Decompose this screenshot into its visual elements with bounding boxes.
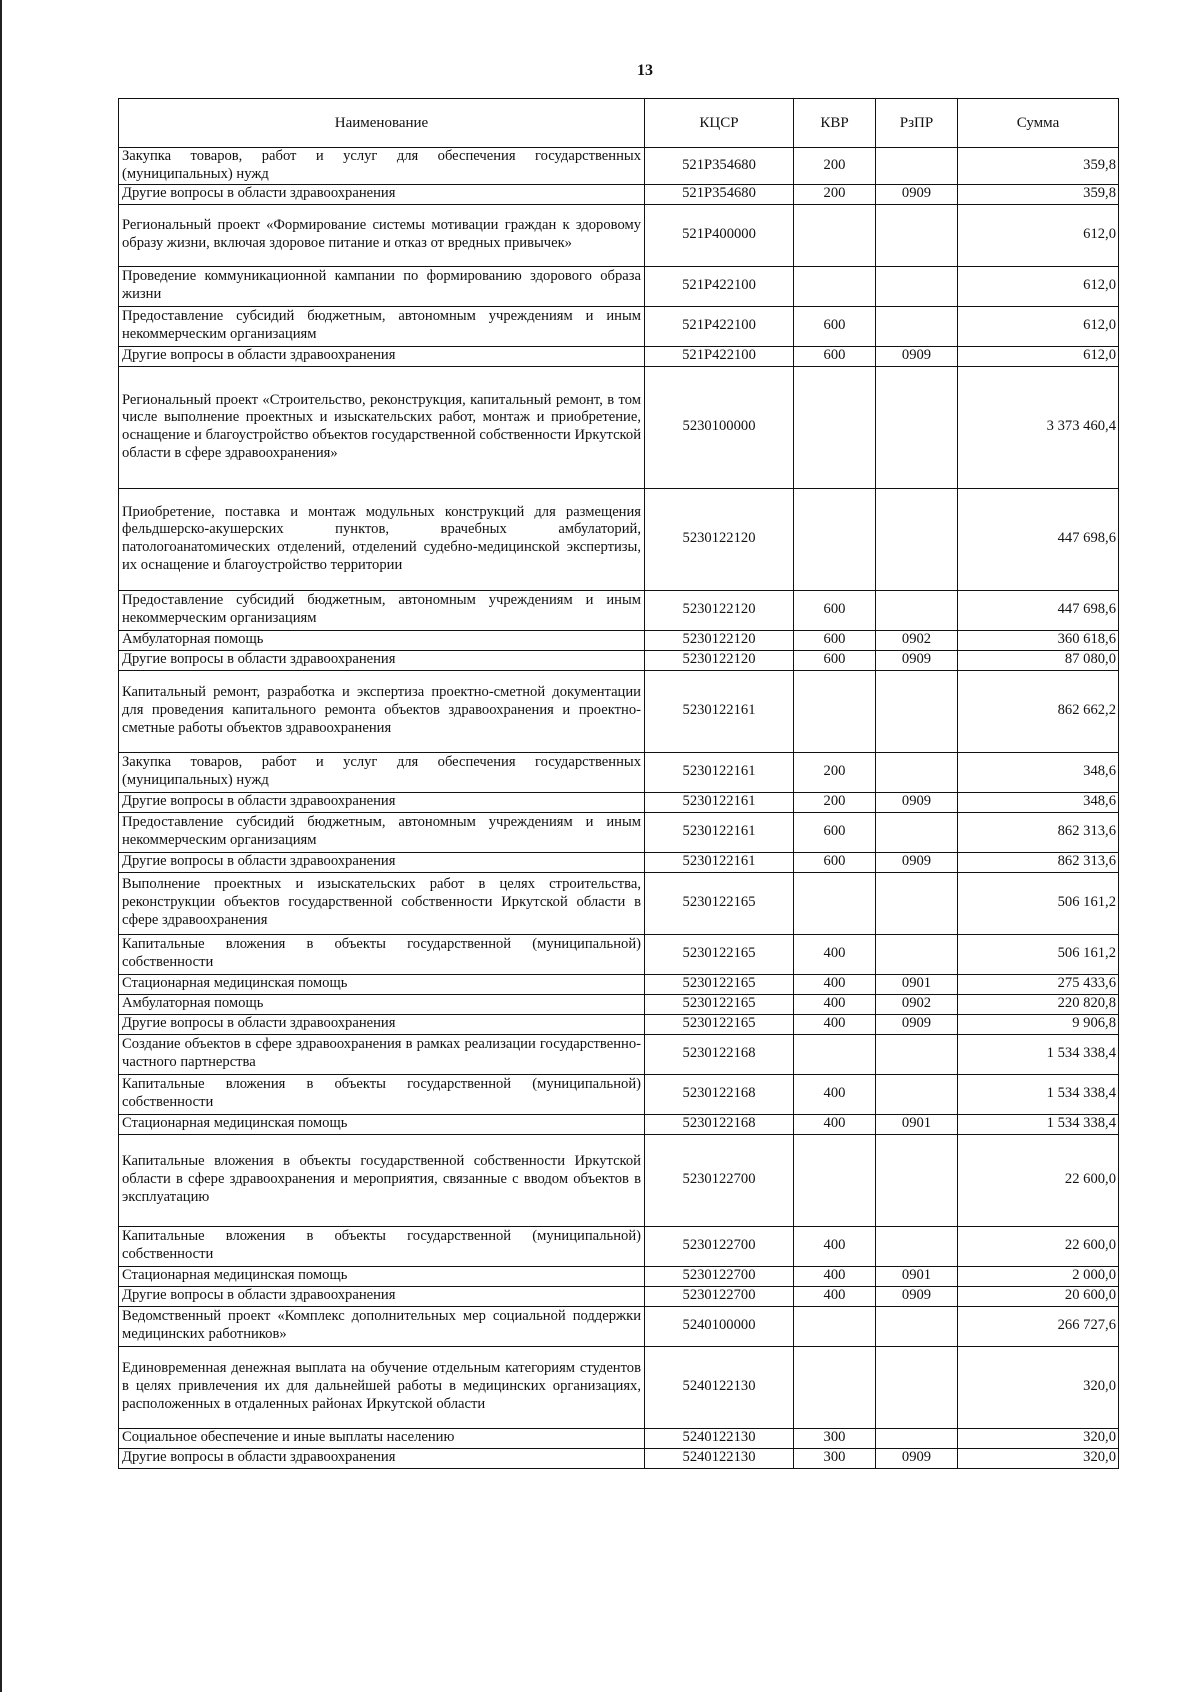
table-row (119, 366, 1119, 488)
cell-kvr: 400 (794, 934, 876, 974)
cell-kvr: 600 (794, 590, 876, 630)
cell-kcsr: 5230122165 (645, 934, 794, 974)
table-row (119, 1286, 1119, 1306)
cell-kcsr: 5230122161 (645, 812, 794, 852)
cell-name: Выполнение проектных и изыскательских работ в целях строительства, реконструкции объектов государственной собственности Иркутской области в сфере здравоохранения (119, 872, 645, 934)
cell-sum: 22 600,0 (958, 1134, 1119, 1226)
cell-kcsr: 5230122161 (645, 852, 794, 872)
cell-kcsr: 5230122168 (645, 1034, 794, 1074)
cell-sum: 1 534 338,4 (958, 1074, 1119, 1114)
table-row (119, 994, 1119, 1014)
cell-name: Региональный проект «Формирование системы мотивации граждан к здоровому образу жизни, включая здоровое питание и отказ от вредных привычек» (119, 204, 645, 266)
cell-kvr: 600 (794, 852, 876, 872)
cell-rzpr: 0902 (876, 994, 958, 1014)
cell-sum: 359,8 (958, 184, 1119, 204)
cell-name: Другие вопросы в области здравоохранения (119, 792, 645, 812)
cell-kvr: 400 (794, 1014, 876, 1034)
cell-kvr: 600 (794, 306, 876, 346)
table-row (119, 204, 1119, 266)
cell-kvr: 600 (794, 346, 876, 366)
table-row (119, 670, 1119, 752)
cell-name: Капитальные вложения в объекты государственной (муниципальной) собственности (119, 1074, 645, 1114)
cell-rzpr: 0909 (876, 792, 958, 812)
cell-kcsr: 5230100000 (645, 366, 794, 488)
cell-rzpr (876, 1428, 958, 1448)
cell-sum: 506 161,2 (958, 872, 1119, 934)
cell-name: Другие вопросы в области здравоохранения (119, 1448, 645, 1468)
cell-rzpr (876, 590, 958, 630)
cell-kvr: 600 (794, 650, 876, 670)
cell-sum: 612,0 (958, 266, 1119, 306)
table-row (119, 488, 1119, 590)
cell-kvr (794, 488, 876, 590)
cell-kvr (794, 1306, 876, 1346)
cell-name: Предоставление субсидий бюджетным, автономным учреждениям и иным некоммерческим организациям (119, 812, 645, 852)
cell-rzpr: 0909 (876, 1014, 958, 1034)
cell-sum: 3 373 460,4 (958, 366, 1119, 488)
cell-sum: 359,8 (958, 148, 1119, 185)
cell-kvr: 300 (794, 1428, 876, 1448)
cell-kcsr: 5230122120 (645, 590, 794, 630)
cell-kcsr: 5230122168 (645, 1114, 794, 1134)
cell-rzpr (876, 872, 958, 934)
cell-kcsr: 5230122165 (645, 1014, 794, 1034)
cell-sum: 612,0 (958, 306, 1119, 346)
cell-rzpr (876, 306, 958, 346)
table-row (119, 812, 1119, 852)
cell-name: Предоставление субсидий бюджетным, автономным учреждениям и иным некоммерческим организациям (119, 590, 645, 630)
cell-sum: 2 000,0 (958, 1266, 1119, 1286)
cell-sum: 612,0 (958, 204, 1119, 266)
table-row (119, 630, 1119, 650)
cell-kcsr: 521P422100 (645, 346, 794, 366)
cell-rzpr (876, 148, 958, 185)
table-row (119, 184, 1119, 204)
table-row (119, 1014, 1119, 1034)
cell-name: Другие вопросы в области здравоохранения (119, 650, 645, 670)
cell-name: Капитальный ремонт, разработка и экспертиза проектно-сметной документации для проведения капитального ремонта объектов здравоохранения и проектно-сметные работы объектов здравоохранения (119, 670, 645, 752)
cell-kvr (794, 266, 876, 306)
cell-rzpr (876, 204, 958, 266)
cell-name: Другие вопросы в области здравоохранения (119, 184, 645, 204)
cell-name: Другие вопросы в области здравоохранения (119, 852, 645, 872)
cell-name: Другие вопросы в области здравоохранения (119, 1014, 645, 1034)
cell-kvr: 400 (794, 974, 876, 994)
cell-kvr (794, 1346, 876, 1428)
table-body (119, 148, 1119, 1469)
table-row (119, 1266, 1119, 1286)
cell-rzpr: 0909 (876, 346, 958, 366)
cell-name: Другие вопросы в области здравоохранения (119, 1286, 645, 1306)
cell-kvr: 200 (794, 752, 876, 792)
cell-rzpr (876, 366, 958, 488)
cell-kvr: 400 (794, 994, 876, 1014)
cell-kvr: 600 (794, 812, 876, 852)
cell-kvr (794, 366, 876, 488)
cell-name: Приобретение, поставка и монтаж модульных конструкций для размещения фельдшерско-акушерских пунктов, врачебных амбулаторий, патологоанатомических отделений, отделений судебно-медицинской экспертизы, их оснащение и благоустройство территории (119, 488, 645, 590)
cell-kvr: 400 (794, 1074, 876, 1114)
cell-name: Капитальные вложения в объекты государственной (муниципальной) собственности (119, 1226, 645, 1266)
cell-sum: 1 534 338,4 (958, 1034, 1119, 1074)
cell-kcsr: 5230122165 (645, 994, 794, 1014)
cell-sum: 862 662,2 (958, 670, 1119, 752)
cell-kvr: 200 (794, 148, 876, 185)
cell-sum: 275 433,6 (958, 974, 1119, 994)
cell-sum: 320,0 (958, 1448, 1119, 1468)
cell-kcsr: 5230122161 (645, 670, 794, 752)
table-row (119, 1428, 1119, 1448)
cell-kcsr: 5240100000 (645, 1306, 794, 1346)
cell-kcsr: 5230122700 (645, 1266, 794, 1286)
cell-kvr (794, 1034, 876, 1074)
table-row (119, 974, 1119, 994)
column-header-kvr: КВР (794, 99, 876, 148)
page-number: 13 (637, 62, 653, 79)
table-row (119, 1034, 1119, 1074)
cell-rzpr: 0909 (876, 1448, 958, 1468)
table-row (119, 872, 1119, 934)
cell-rzpr (876, 752, 958, 792)
cell-sum: 612,0 (958, 346, 1119, 366)
cell-rzpr: 0909 (876, 852, 958, 872)
table-row (119, 1448, 1119, 1468)
cell-name: Предоставление субсидий бюджетным, автономным учреждениям и иным некоммерческим организациям (119, 306, 645, 346)
cell-kcsr: 521P400000 (645, 204, 794, 266)
cell-kcsr: 521P354680 (645, 184, 794, 204)
cell-name: Социальное обеспечение и иные выплаты населению (119, 1428, 645, 1448)
cell-sum: 360 618,6 (958, 630, 1119, 650)
cell-kcsr: 5230122700 (645, 1226, 794, 1266)
cell-kcsr: 5230122120 (645, 630, 794, 650)
cell-sum: 447 698,6 (958, 488, 1119, 590)
table-row (119, 346, 1119, 366)
cell-kvr: 200 (794, 184, 876, 204)
cell-sum: 348,6 (958, 752, 1119, 792)
table-row (119, 752, 1119, 792)
cell-name: Стационарная медицинская помощь (119, 1266, 645, 1286)
table-row (119, 1134, 1119, 1226)
cell-name: Региональный проект «Строительство, реконструкция, капитальный ремонт, в том числе выполнение проектных и изыскательских работ, монтаж и приобретение, оснащение и благоустройство объектов государственной собственности Иркутской области в сфере здравоохранения» (119, 366, 645, 488)
cell-kvr (794, 1134, 876, 1226)
cell-name: Капитальные вложения в объекты государственной (муниципальной) собственности (119, 934, 645, 974)
cell-kcsr: 521P354680 (645, 148, 794, 185)
cell-rzpr: 0909 (876, 650, 958, 670)
cell-sum: 20 600,0 (958, 1286, 1119, 1306)
cell-rzpr (876, 934, 958, 974)
table-row (119, 1346, 1119, 1428)
cell-kcsr: 5230122165 (645, 872, 794, 934)
cell-name: Закупка товаров, работ и услуг для обеспечения государственных (муниципальных) нужд (119, 752, 645, 792)
cell-name: Амбулаторная помощь (119, 994, 645, 1014)
cell-rzpr: 0902 (876, 630, 958, 650)
cell-sum: 348,6 (958, 792, 1119, 812)
cell-kvr: 300 (794, 1448, 876, 1468)
cell-kvr: 400 (794, 1286, 876, 1306)
cell-rzpr (876, 266, 958, 306)
cell-kvr (794, 204, 876, 266)
cell-kvr: 400 (794, 1226, 876, 1266)
table-row (119, 1226, 1119, 1266)
cell-kcsr: 5230122168 (645, 1074, 794, 1114)
cell-sum: 22 600,0 (958, 1226, 1119, 1266)
cell-name: Капитальные вложения в объекты государственной собственности Иркутской области в сфере здравоохранения и мероприятия, связанные с вводом объектов в эксплуатацию (119, 1134, 645, 1226)
cell-kcsr: 5230122700 (645, 1286, 794, 1306)
cell-sum: 862 313,6 (958, 812, 1119, 852)
cell-name: Амбулаторная помощь (119, 630, 645, 650)
table-row (119, 306, 1119, 346)
cell-rzpr (876, 488, 958, 590)
table-row (119, 148, 1119, 185)
cell-rzpr (876, 1306, 958, 1346)
table-row (119, 266, 1119, 306)
cell-sum: 266 727,6 (958, 1306, 1119, 1346)
cell-kvr: 400 (794, 1114, 876, 1134)
cell-rzpr (876, 1226, 958, 1266)
table-header-row (119, 99, 1119, 148)
table-row (119, 590, 1119, 630)
table-row (119, 792, 1119, 812)
cell-name: Стационарная медицинская помощь (119, 974, 645, 994)
cell-rzpr: 0901 (876, 974, 958, 994)
cell-kcsr: 5240122130 (645, 1346, 794, 1428)
table-row (119, 650, 1119, 670)
cell-sum: 862 313,6 (958, 852, 1119, 872)
cell-sum: 320,0 (958, 1346, 1119, 1428)
cell-kvr (794, 872, 876, 934)
cell-kcsr: 5240122130 (645, 1428, 794, 1448)
cell-kcsr: 5230122161 (645, 752, 794, 792)
cell-name: Единовременная денежная выплата на обучение отдельным категориям студентов в целях привлечения их для дальнейшей работы в медицинских организациях, расположенных в отдаленных районах Иркутской области (119, 1346, 645, 1428)
cell-name: Ведомственный проект «Комплекс дополнительных мер социальной поддержки медицинских работников» (119, 1306, 645, 1346)
cell-rzpr: 0909 (876, 184, 958, 204)
cell-kcsr: 5230122700 (645, 1134, 794, 1226)
table-row (119, 1074, 1119, 1114)
table-row (119, 1114, 1119, 1134)
cell-sum: 506 161,2 (958, 934, 1119, 974)
cell-kvr: 400 (794, 1266, 876, 1286)
table-row (119, 934, 1119, 974)
cell-name: Другие вопросы в области здравоохранения (119, 346, 645, 366)
cell-kcsr: 521P422100 (645, 306, 794, 346)
cell-sum: 9 906,8 (958, 1014, 1119, 1034)
cell-name: Закупка товаров, работ и услуг для обеспечения государственных (муниципальных) нужд (119, 148, 645, 185)
column-header-rzpr: РзПР (876, 99, 958, 148)
cell-kcsr: 5230122165 (645, 974, 794, 994)
cell-kvr: 600 (794, 630, 876, 650)
cell-rzpr: 0909 (876, 1286, 958, 1306)
cell-rzpr (876, 1346, 958, 1428)
cell-sum: 447 698,6 (958, 590, 1119, 630)
cell-kvr: 200 (794, 792, 876, 812)
cell-kcsr: 5230122120 (645, 488, 794, 590)
cell-name: Стационарная медицинская помощь (119, 1114, 645, 1134)
table-row (119, 852, 1119, 872)
column-header-name: Наименование (119, 99, 645, 148)
cell-kvr (794, 670, 876, 752)
cell-rzpr (876, 1074, 958, 1114)
cell-name: Создание объектов в сфере здравоохранения в рамках реализации государственно-частного партнерства (119, 1034, 645, 1074)
cell-rzpr: 0901 (876, 1266, 958, 1286)
cell-sum: 220 820,8 (958, 994, 1119, 1014)
cell-kcsr: 5240122130 (645, 1448, 794, 1468)
column-header-kcsr: КЦСР (645, 99, 794, 148)
cell-rzpr: 0901 (876, 1114, 958, 1134)
cell-rzpr (876, 1034, 958, 1074)
cell-rzpr (876, 670, 958, 752)
cell-rzpr (876, 1134, 958, 1226)
column-header-sum: Сумма (958, 99, 1119, 148)
cell-sum: 87 080,0 (958, 650, 1119, 670)
cell-sum: 320,0 (958, 1428, 1119, 1448)
cell-name: Проведение коммуникационной кампании по формированию здорового образа жизни (119, 266, 645, 306)
budget-table (118, 98, 1119, 1469)
cell-sum: 1 534 338,4 (958, 1114, 1119, 1134)
scan-edge-line (0, 0, 2, 1692)
cell-kcsr: 5230122161 (645, 792, 794, 812)
table-row (119, 1306, 1119, 1346)
cell-kcsr: 5230122120 (645, 650, 794, 670)
cell-rzpr (876, 812, 958, 852)
cell-kcsr: 521P422100 (645, 266, 794, 306)
